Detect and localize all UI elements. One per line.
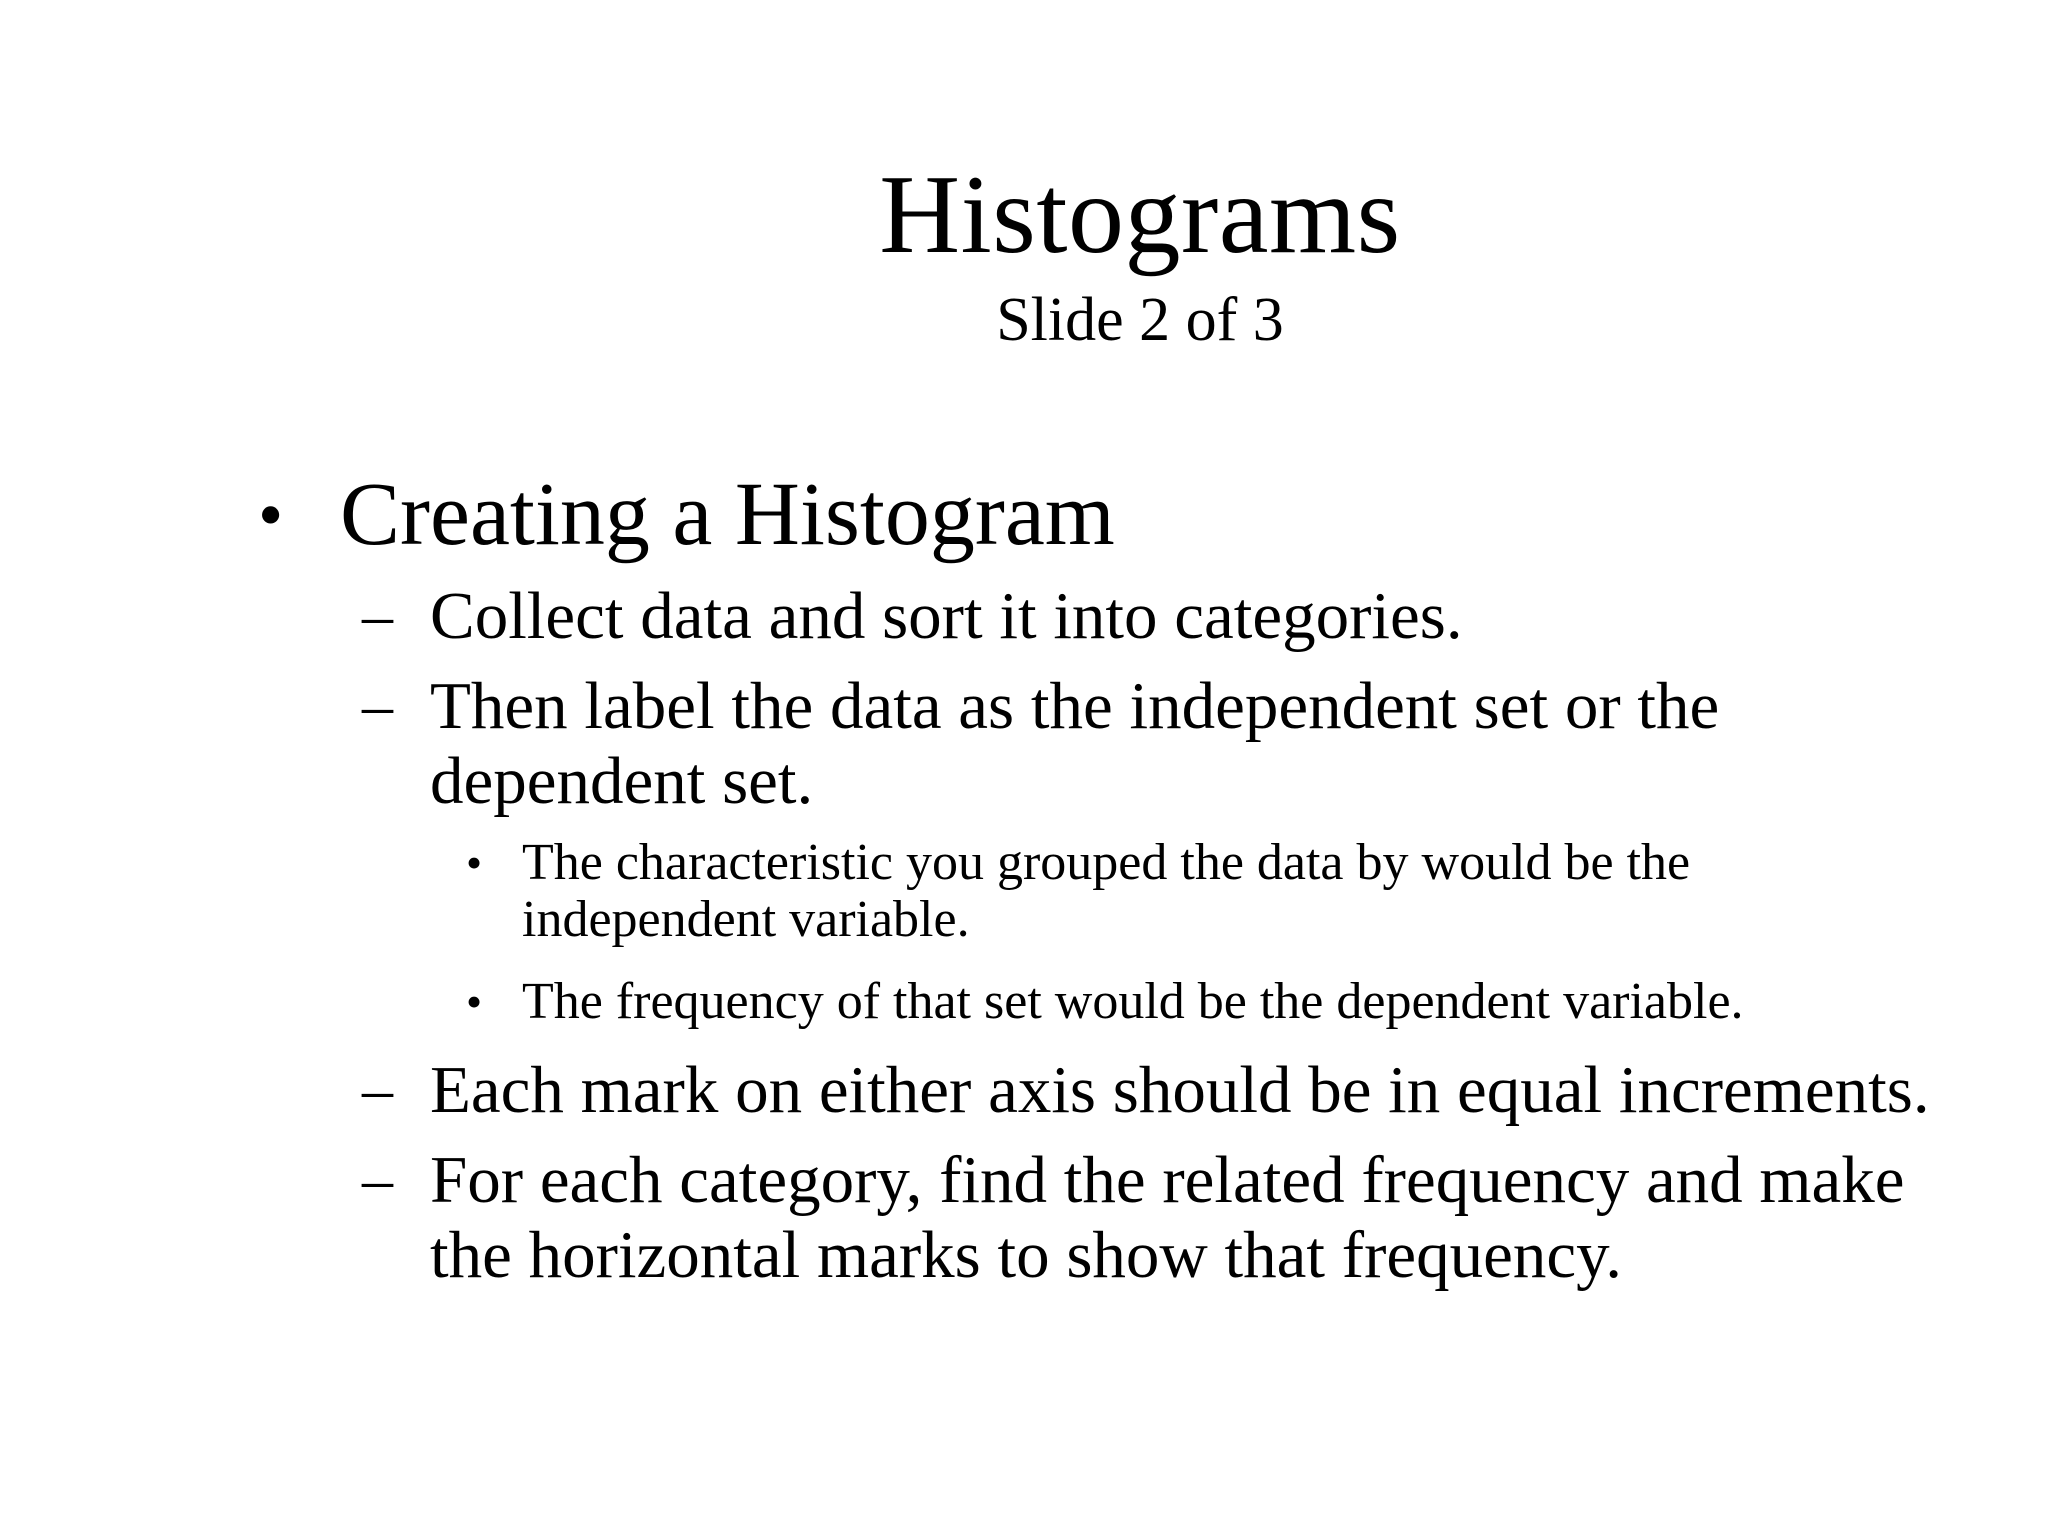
bullet-creating-histogram: Creating a Histogram [340, 465, 1115, 564]
sub-bullet-frequency-marks-line2: the horizontal marks to show that frequency. [430, 1218, 1622, 1292]
dash-marker: – [362, 1056, 393, 1124]
bullet-marker: • [466, 976, 483, 1027]
bullet-marker: • [466, 837, 483, 888]
dash-marker: – [362, 672, 393, 740]
slide-title: Histograms [879, 153, 1401, 277]
dash-marker: – [362, 1146, 393, 1214]
sub-sub-bullet-characteristic-line1: The characteristic you grouped the data by would be the [522, 834, 1691, 891]
sub-bullet-collect-data: Collect data and sort it into categories. [430, 579, 1463, 653]
sub-sub-bullet-frequency: The frequency of that set would be the dependent variable. [522, 973, 1744, 1030]
sub-sub-bullet-characteristic-line2: independent variable. [522, 891, 970, 948]
sub-bullet-equal-increments: Each mark on either axis should be in equal increments. [430, 1053, 1930, 1127]
sub-bullet-label-data-line2: dependent set. [430, 744, 814, 818]
sub-bullet-frequency-marks-line1: For each category, find the related frequency and make [430, 1143, 1905, 1217]
bullet-marker: • [258, 475, 284, 555]
slide-subtitle: Slide 2 of 3 [996, 286, 1284, 354]
dash-marker: – [362, 582, 393, 650]
sub-bullet-label-data-line1: Then label the data as the independent set or the [430, 669, 1720, 743]
